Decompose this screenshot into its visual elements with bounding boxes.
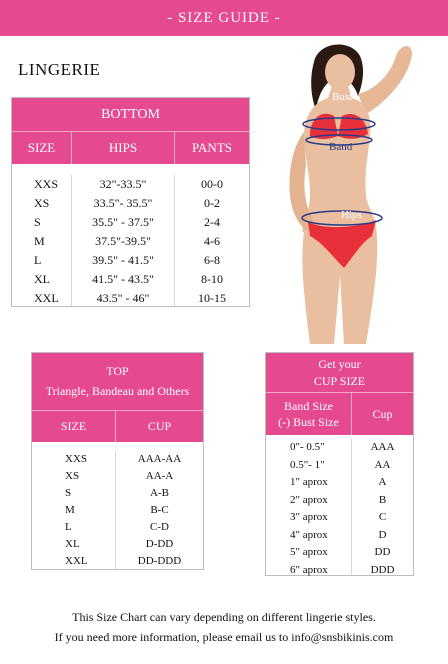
pants-cell: 10-15 xyxy=(198,291,226,305)
cup-column xyxy=(352,439,413,575)
band-cell: 1" aprox xyxy=(290,476,328,488)
pants-cell: 00-0 xyxy=(201,177,223,191)
bottom-table-header xyxy=(12,132,249,164)
cup-table-title xyxy=(266,353,413,393)
top-size-column xyxy=(32,451,116,569)
bottom-size-table xyxy=(11,97,250,307)
cup-size-table xyxy=(265,352,414,576)
hips-cell: 37.5"-39.5" xyxy=(95,234,151,248)
band-size-header-line2: (-) Bust Size xyxy=(278,415,339,429)
top-table-header xyxy=(32,411,203,442)
band-cell: 5" aprox xyxy=(290,546,328,558)
cup-cell: C-D xyxy=(150,521,169,533)
band-size-header-line1: Band Size xyxy=(284,399,333,413)
cup-cell: A xyxy=(378,476,387,488)
pants-cell: 6-8 xyxy=(204,253,220,267)
cup-cell: B xyxy=(378,493,387,506)
header-title: - SIZE GUIDE - xyxy=(167,10,281,26)
top-title: TOP xyxy=(106,364,129,378)
cup-cell: A-B xyxy=(150,487,169,499)
top-table-body xyxy=(32,442,203,569)
pants-cell: 4-6 xyxy=(204,234,220,248)
bottom-size-column xyxy=(12,175,72,306)
cup-title-line2: CUP SIZE xyxy=(313,374,366,388)
cup-cell: AA xyxy=(374,458,391,471)
cup-cell: AAA xyxy=(370,441,395,453)
section-title: LINGERIE xyxy=(18,60,101,79)
col-header-size: SIZE xyxy=(32,411,116,442)
cup-cell: DD-DDD xyxy=(137,555,182,567)
raised-arm-shape xyxy=(358,46,412,114)
size-guide-header xyxy=(0,0,448,36)
bottom-pants-column xyxy=(175,175,249,306)
size-cell: M xyxy=(65,504,75,516)
band-cell: 3" aprox xyxy=(290,511,328,523)
col-header-cup: CUP xyxy=(147,419,172,433)
col-header-band-size xyxy=(266,393,352,435)
size-cell: XXL xyxy=(34,291,59,305)
cup-cell: AA-A xyxy=(145,470,174,482)
size-cell: XS xyxy=(65,470,80,482)
cup-cell: DDD xyxy=(370,563,395,576)
band-size-column xyxy=(266,439,352,575)
size-cell: S xyxy=(65,487,72,499)
top-subtitle: Triangle, Bandeau and Others xyxy=(45,384,190,398)
cup-cell: D-DD xyxy=(145,538,174,550)
pants-cell: 0-2 xyxy=(204,196,220,210)
model-illustration xyxy=(262,36,448,344)
hips-cell: 32"-33.5" xyxy=(99,177,147,191)
size-cell: L xyxy=(65,521,72,533)
size-cell: M xyxy=(34,234,45,248)
hips-label: Hips xyxy=(341,209,362,221)
hips-cell: 39.5" - 41.5" xyxy=(92,253,154,267)
cup-cell: D xyxy=(378,528,387,541)
torso-shape xyxy=(302,86,376,232)
cup-table-body xyxy=(266,435,413,575)
bottom-table-title: BOTTOM xyxy=(12,98,249,132)
footer-note-line2: If you need more information, please email us to info@snsbikinis.com xyxy=(54,630,394,644)
top-table-title xyxy=(32,353,203,411)
top-cup-column xyxy=(116,451,203,569)
cup-table-header xyxy=(266,393,413,435)
size-cell: XXS xyxy=(65,453,88,465)
bottom-hips-column xyxy=(72,175,175,306)
size-cell: XXS xyxy=(34,177,59,191)
size-cell: S xyxy=(34,215,41,229)
size-cell: XS xyxy=(34,196,50,210)
footer-note-line1: This Size Chart can vary depending on different lingerie styles. xyxy=(72,610,376,624)
cup-cell: DD xyxy=(374,546,391,558)
col-header-cup: Cup xyxy=(372,407,393,421)
band-label: Band xyxy=(329,141,353,153)
cup-title-line1: Get your xyxy=(318,357,361,371)
band-cell: 2" aprox xyxy=(290,493,328,506)
cup-cell: C xyxy=(378,511,387,523)
hips-cell: 35.5" - 37.5" xyxy=(92,215,154,229)
bottom-table-body xyxy=(12,164,249,306)
band-cell: 0"- 0.5" xyxy=(290,441,325,453)
size-cell: L xyxy=(34,253,42,267)
cup-cell: AAA-AA xyxy=(137,453,182,465)
hips-cell: 43.5" - 46" xyxy=(96,291,150,305)
size-cell: XXL xyxy=(65,555,88,567)
head-shape xyxy=(325,54,355,90)
size-cell: XL xyxy=(65,538,80,550)
pants-cell: 8-10 xyxy=(201,272,223,286)
band-cell: 6" aprox xyxy=(290,563,328,576)
hips-cell: 33.5"- 35.5" xyxy=(93,196,153,210)
size-cell: XL xyxy=(34,272,50,286)
col-header-hips: HIPS xyxy=(72,132,175,164)
hips-cell: 41.5" - 43.5" xyxy=(92,272,154,286)
cup-cell: B-C xyxy=(150,504,169,516)
col-header-size: SIZE xyxy=(12,132,72,164)
band-cell: 0.5"- 1" xyxy=(290,458,325,471)
top-size-table xyxy=(31,352,204,570)
band-cell: 4" aprox xyxy=(290,528,328,541)
bust-label: Bust xyxy=(332,91,353,103)
col-header-pants: PANTS xyxy=(192,140,232,155)
pants-cell: 2-4 xyxy=(204,215,220,229)
